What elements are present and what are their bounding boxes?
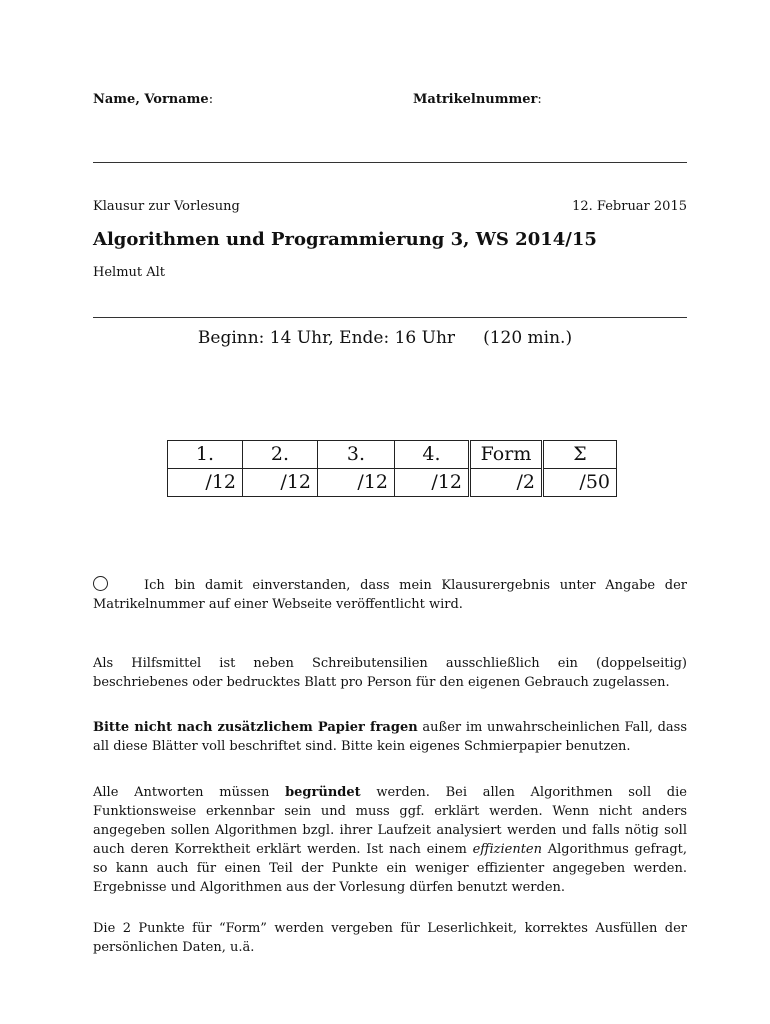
- exam-author: Helmut Alt: [93, 265, 166, 280]
- score-header-cell: 1.: [168, 441, 243, 469]
- answers-text-2: werden. Bei allen Algorithmen soll die Funktionsweise erkennbar sein und muss ggf. erklärt werden. Wenn nicht anders angegeben sollen Algorithmen bzgl. ihrer Laufzeit analysiert werden und falls nötig soll auch deren Korrektheit erklärt werden. Ist nach einem: [93, 785, 687, 857]
- score-header-cell-sum: Σ: [543, 441, 617, 469]
- divider-middle: [93, 317, 687, 318]
- answers-text-1: Alle Antworten müssen: [93, 785, 286, 800]
- exam-duration: (120 min.): [483, 328, 573, 348]
- score-max-cell: /2: [470, 469, 543, 497]
- answers-text-3: Algorithmus gefragt, so kann auch für einen Teil der Punkte ein weniger effizienter angegeben werden. Ergebnisse und Algorithmen aus der Vorlesung dürfen benutzt werden.: [93, 842, 687, 895]
- consent-text: Ich bin damit einverstanden, dass mein Klausurergebnis unter Angabe der Matrikelnummer auf einer Webseite veröffentlicht wird.: [93, 578, 687, 612]
- answers-italic-text: effizienten: [472, 842, 543, 857]
- name-label-text: Name, Vorname: [93, 92, 209, 107]
- score-max-cell: /12: [243, 469, 318, 497]
- score-header-cell: 3.: [318, 441, 395, 469]
- paper-rest-text: außer im unwahrscheinlichen Fall, dass all diese Blätter voll beschriftet sind. Bitte kein eigenes Schmierpapier benutzen.: [93, 720, 687, 754]
- divider-top: [93, 162, 687, 163]
- exam-time: Beginn: 14 Uhr, Ende: 16 Uhr: [197, 328, 456, 348]
- consent-paragraph: [93, 576, 687, 614]
- paper-bold-text: Bitte nicht nach zusätzlichem Papier fragen: [93, 720, 418, 735]
- score-max-cell: /12: [168, 469, 243, 497]
- score-header-cell: 4.: [395, 441, 470, 469]
- score-table-header-row: [168, 441, 617, 469]
- form-points-paragraph: Die 2 Punkte für “Form” werden vergeben für Leserlichkeit, korrektes Ausfüllen der persönlichen Daten, u.ä.: [93, 921, 687, 955]
- name-field-label: Name, Vorname:: [93, 92, 214, 107]
- course-line: Klausur zur Vorlesung: [93, 199, 240, 214]
- score-header-cell: 2.: [243, 441, 318, 469]
- score-max-cell: /12: [395, 469, 470, 497]
- score-header-cell: Form: [470, 441, 543, 469]
- matrikel-field-label: Matrikelnummer:: [413, 92, 542, 107]
- exam-date: 12. Februar 2015: [572, 199, 687, 214]
- aids-paragraph: Als Hilfsmittel ist neben Schreibutensilien ausschließlich ein (doppelseitig) beschriebenes oder bedrucktes Blatt pro Person für den eigenen Gebrauch zugelassen.: [93, 656, 687, 690]
- exam-title: Algorithmen und Programmierung 3, WS 2014/15: [93, 229, 597, 250]
- score-table-max-row: [168, 469, 617, 497]
- answers-bold-text: begründet: [285, 785, 361, 800]
- score-max-cell: /12: [318, 469, 395, 497]
- exam-time-line: [0, 328, 770, 348]
- consent-checkbox-circle[interactable]: [93, 576, 108, 591]
- answers-paragraph: [93, 783, 687, 897]
- paper-paragraph: [93, 718, 687, 756]
- matrikel-label-text: Matrikelnummer: [413, 92, 538, 107]
- score-table: [167, 440, 617, 497]
- score-max-cell-sum: /50: [543, 469, 617, 497]
